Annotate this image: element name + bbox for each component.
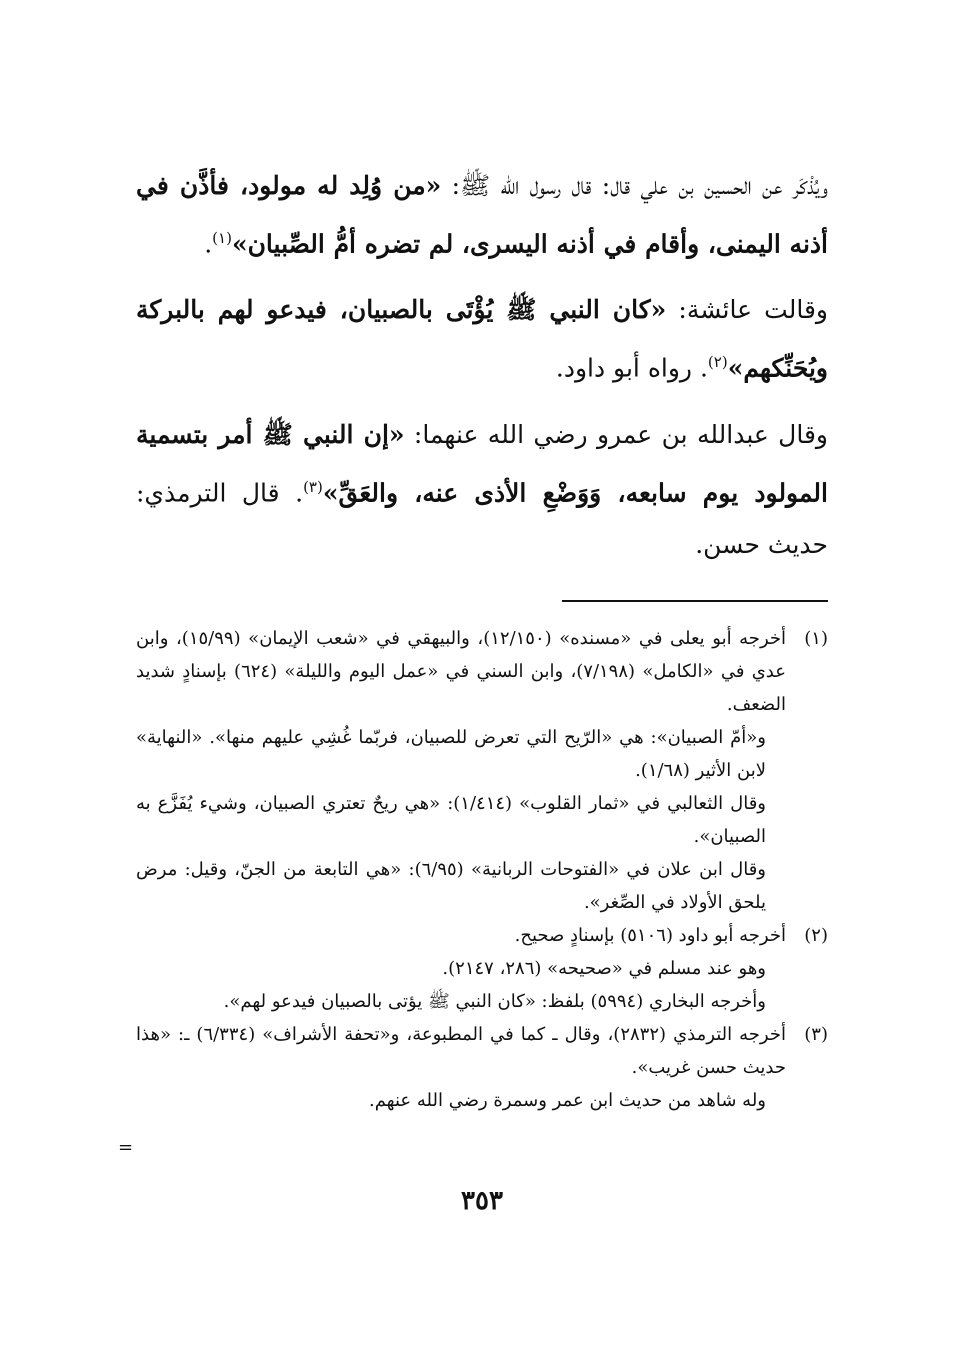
footnote-2 [136,919,828,952]
footnote-1 [136,622,828,721]
hadith-quote: «إن النبي ﷺ أمر بتسمية المولود يوم سابعه، وَوَضْعِ الأذى عنه، والعَقِّ» [136,419,828,507]
footnote-continuation: وهو عند مسلم في «صحيحه» (٢٨٦، ٢١٤٧). [442,958,766,979]
continuation-mark: = [118,1137,134,1158]
footnote-ref: (٢) [707,353,728,372]
paragraph-1 [136,160,828,270]
footnote-continuation: و«أمّ الصبيان»: هي «الرّيح التي تعرض للصبيان، فربّما غُشِي عليهم منها». «النهاية» لابن الأثير (١/٦٨). [136,727,766,781]
paragraph-lead: وقال عبدالله بن عمرو رضي الله عنهما: [404,419,828,449]
footnote-continuation: وأخرجه البخاري (٥٩٩٤) بلفظ: «كان النبي ﷺ يؤتى بالصبيان فيدعو لهم». [223,991,766,1012]
footnote-continuation: وقال الثعالبي في «ثمار القلوب» (١/٤١٤): «هي ريحٌ تعتري الصبيان، وشيء يُفَزَّع به الصبيان». [136,793,766,847]
paragraph-tail: . [204,229,213,259]
paragraph-lead: ويُذْكَر عن الحسين بن علي قال: قال رسول الله ﷺ: [441,171,828,200]
footnote-text: أخرجه الترمذي (٢٨٣٢)، وقال ـ كما في المطبوعة، و«تحفة الأشراف» (٦/٣٣٤) ـ: «هذا حديث حسن غريب». [136,1024,786,1078]
footnote-continuation: وله شاهد من حديث ابن عمر وسمرة رضي الله عنهم. [368,1090,766,1111]
footnote-number: (٢) [804,925,828,946]
footnote-text: أخرجه أبو يعلى في «مسنده» (١٢/١٥٠)، والبيهقي في «شعب الإيمان» (١٥/٩٩)، وابن عدي في «الكامل» (٧/١٩٨)، وابن السني في «عمل اليوم والليلة» (٦٢٤) بإسنادٍ شديد الضعف. [136,628,786,715]
paragraph-3 [136,409,828,571]
footnote-ref: (٣) [303,477,323,496]
hadith-quote: «كان النبي ﷺ يُؤْتَى بالصبيان، فيدعو لهم بالبركة ويُحَنِّكهم» [136,295,828,383]
paragraph-tail: . رواه أبو داود. [555,353,708,383]
footnote-number: (١) [804,628,828,649]
footnotes [136,622,828,1117]
footnote-continuation: وقال ابن علان في «الفتوحات الربانية» (٦/٩٥): «هي التابعة من الجنّ، وقيل: مرض يلحق الأولاد في الصِّغر». [136,859,767,913]
paragraph-2 [136,284,828,394]
paragraph-lead: وقالت عائشة: [666,295,828,325]
footnote-divider [562,600,828,602]
main-text [136,160,828,585]
footnote-ref: (١) [212,229,232,247]
paragraph-tail: . قال الترمذي: حديث حسن. [136,477,828,559]
footnote-text: أخرجه أبو داود (٥١٠٦) بإسنادٍ صحيح. [514,925,786,946]
page-number: ٣٥٣ [461,1186,503,1216]
footnote-3 [136,1018,828,1084]
footnote-number: (٣) [804,1024,828,1045]
hadith-quote: «من وُلِد له مولود، فأذَّن في أذنه اليمنى، وأقام في أذنه اليسرى، لم تضره أمُّ الصِّبيان» [136,171,828,259]
